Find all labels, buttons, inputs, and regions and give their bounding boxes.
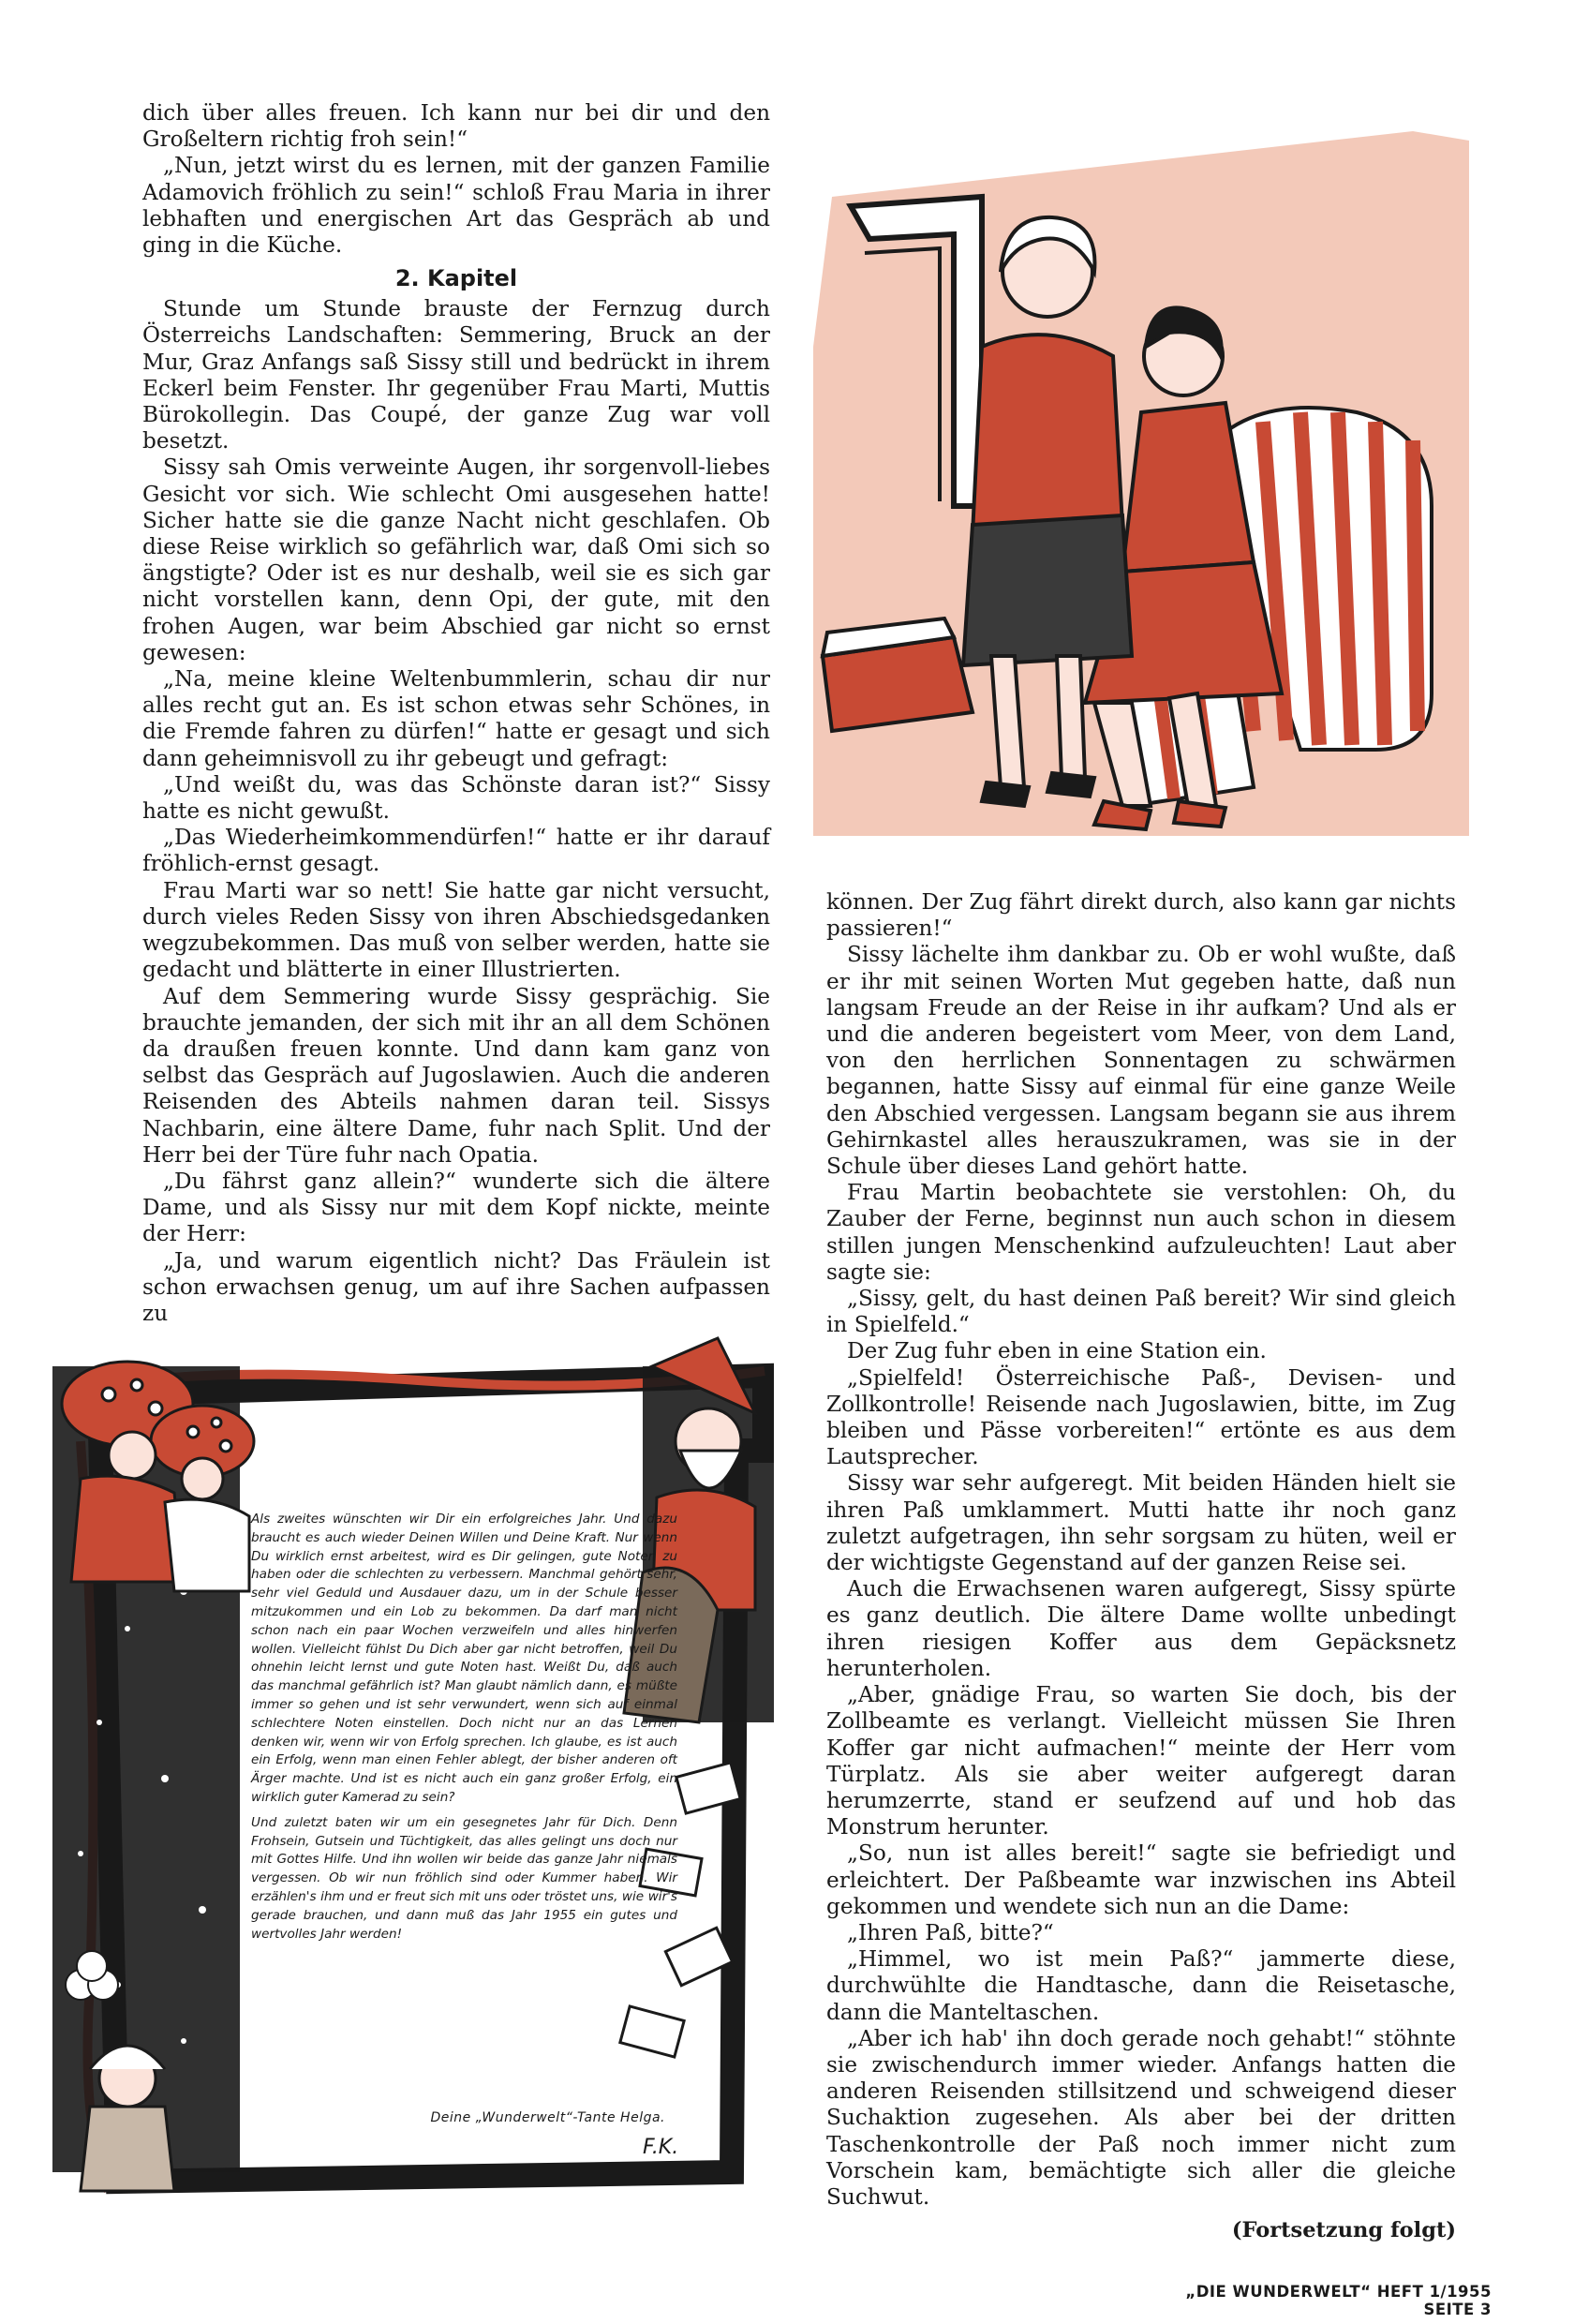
letter-paragraph: Und zuletzt baten wir um ein gesegnetes Jahr für Dich. Denn Frohsein, Gutsein und Tüchtigkeit, das alles gelingt uns doch nur mit Gottes Hilfe. Und ihn wollen wir beide das ganze Jahr niemals vergessen. Ob wir nun fröhlich sind oder Kummer haben. Wir erzählen's ihm und er freut sich mit uns oder tröstet uns, wie wir's gerade brauchen, und dann muß das Jahr 1955 ein gutes und wertvolles Jahr werden!	[251, 1814, 677, 1942]
paragraph: Auf dem Semmering wurde Sissy gesprächig. Sie brauchte jemanden, der sich mit ihr an all dem Schönen da draußen freuen konnte. Und dann kam ganz von selbst das Gespräch auf Jugoslawien. Auch die anderen Reisenden des Abteils nahmen daran teil. Sissys Nachbarin, eine ältere Dame, fuhr nach Split. Und der Herr bei der Türe fuhr nach Opatia.	[142, 983, 770, 1168]
paragraph: „Aber, gnädige Frau, so warten Sie doch, bis der Zollbeamte es verlangt. Vielleicht müssen Sie Ihren Koffer gar nicht aufmachen!“ meinte der Herr vom Türplatz. Als sie aber weiter aufgeregt daran herumzerrte, stand er seufzend auf und hob das Monstrum herunter.	[826, 1682, 1456, 1840]
paragraph: Frau Martin beobachtete sie verstohlen: Oh, du Zauber der Ferne, beginnst nun auch schon in diesem stillen jungen Menschenkind aufzuleuchten! Laut aber sagte sie:	[826, 1180, 1456, 1285]
paragraph: Sissy lächelte ihm dankbar zu. Ob er wohl wußte, daß er ihr mit seinen Worten Mut gegeben hatte, daß nun langsam Freude an der Reise in ihr aufkam? Und als er und die anderen begeistert vom Meer, von dem Land, von den herrlichen Sonnentagen zu schwärmen begannen, hatte Sissy auf einmal für eine ganze Weile den Abschied vergessen. Langsam begann sie aus ihrem Gehirnkastel alles herauszukramen, was sie in der Schule über dieses Land gehört hatte.	[826, 942, 1456, 1180]
paragraph: „So, nun ist alles bereit!“ sagte sie befriedigt und erleichtert. Der Paßbeamte war inzwischen ins Abteil gekommen und wendete sich nun an die Dame:	[826, 1840, 1456, 1919]
letter-paragraph: Als zweites wünschten wir Dir ein erfolgreiches Jahr. Und dazu braucht es auch wieder Deinen Willen und Deine Kraft. Nur wenn Du wirklich ernst arbeitest, wird es Dir gelingen, gute Noten zu haben oder die schlechten zu verbessern. Manchmal gehört sehr, sehr viel Geduld und Ausdauer dazu, um in der Schule besser mitzukommen und ein Lob zu bekommen. Da darf man nicht schon nach ein paar Wochen verzweifeln und alles hinwerfen wollen. Vielleicht fühlst Du Dich aber gar nicht betroffen, weil Du ohnehin leicht lernst und gute Noten hast. Weißt Du, daß auch das manchmal gefährlich ist? Man glaubt nämlich dann, es müßte immer so gehen und ist sehr verwundert, wenn sich auf einmal schlechtere Noten einstellen. Doch nicht nur an das Lernen denken wir, wenn wir von Erfolg sprechen. Ich glaube, es ist auch ein Erfolg, wenn man einen Fehler ablegt, der bisher anderen oft Ärger machte. Und ist es nicht auch ein ganz großer Erfolg, ein wirklich guter Kamerad zu sein?	[251, 1512, 677, 1805]
paragraph: Sissy war sehr aufgeregt. Mit beiden Händen hielt sie ihren Paß umklammert. Mutti hatte ihr noch ganz zuletzt aufgetragen, ihn sehr sorgsam zu hüten, weil er der wichtigste Gegenstand auf der ganzen Reise sei.	[826, 1470, 1456, 1576]
paragraph: Frau Marti war so nett! Sie hatte gar nicht versucht, durch vieles Reden Sissy von ihren Abschiedsgedanken wegzubekommen. Das muß von selber werden, hatte sie gedacht und blätterte in einer Illustrierten.	[142, 877, 770, 983]
paragraph: „Himmel, wo ist mein Paß?“ jammerte diese, durchwühlte die Handtasche, dann die Reisetasche, dann die Manteltaschen.	[826, 1946, 1456, 2025]
paragraph: „Ihren Paß, bitte?“	[847, 1919, 1054, 1945]
paragraph: „Ja, und warum eigentlich nicht? Das Fräulein ist schon erwachsen genug, um auf ihre Sachen aufpassen zu	[142, 1247, 770, 1326]
illustration-girl-in-armchair	[813, 131, 1469, 836]
letter-body	[251, 1511, 677, 1950]
paragraph: Sissy sah Omis verweinte Augen, ihr sorgenvoll-liebes Gesicht vor sich. Wie schlecht Omi ausgesehen hatte! Sicher hatte sie die ganze Nacht nicht geschlafen. Ob diese Reise wirklich so gefährlich war, daß Omi sich so ängstigte? Oder ist es nur deshalb, weil sie es sich gar nicht vorstellen kann, denn Opi, der gute, mit den frohen Augen, war beim Abschied gar nicht so ernst gewesen:	[142, 454, 770, 665]
right-column	[826, 889, 1456, 2242]
paragraph: Stunde um Stunde brauste der Fernzug durch Österreichs Landschaften: Semmering, Bruck an der Mur, Graz Anfangs saß Sissy still und bedrückt in ihrem Eckerl beim Fenster. Ihr gegenüber Frau Marti, Muttis Bürokollegin. Das Coupé, der ganze Zug war voll besetzt.	[142, 296, 770, 454]
paragraph: Auch die Erwachsenen waren aufgeregt, Sissy spürte es ganz deutlich. Die ältere Dame wollte unbedingt ihren riesigen Koffer aus dem Gepäcksnetz herunterholen.	[826, 1576, 1456, 1681]
chapter-title: 2. Kapitel	[394, 265, 518, 292]
paragraph: „Du fährst ganz allein?“ wunderte sich die ältere Dame, und als Sissy nur mit dem Kopf nickte, meinte der Herr:	[142, 1168, 770, 1247]
left-column	[142, 100, 770, 1327]
artist-mark: F.K.	[643, 2136, 679, 2159]
paragraph: „Das Wiederheimkommendürfen!“ hatte er ihr darauf fröhlich-ernst gesagt.	[142, 825, 770, 877]
paragraph: dich über alles freuen. Ich kann nur bei dir und den Großeltern richtig froh sein!“	[142, 100, 770, 153]
paragraph: „Nun, jetzt wirst du es lernen, mit der ganzen Familie Adamovich fröhlich zu sein!“ schloß Frau Maria in ihrer lebhaften und energischen Art das Gespräch ab und ging in die Küche.	[142, 153, 770, 259]
illustration-child	[81, 2046, 174, 2191]
page-footer: „DIE WUNDERWELT“ HEFT 1/1955 SEITE 3	[1185, 2283, 1492, 2318]
paragraph: „Sissy, gelt, du hast deinen Paß bereit? Wir sind gleich in Spielfeld.“	[826, 1286, 1456, 1338]
paragraph: „Spielfeld! Österreichische Paß-, Devisen- und Zollkontrolle! Reisende nach Jugoslawien, bitte, im Zug bleiben und Pässe vorbereiten!“ ertönte es aus dem Lautsprecher.	[826, 1364, 1456, 1470]
paragraph: „Und weißt du, was das Schönste daran ist?“ Sissy hatte es nicht gewußt.	[142, 771, 770, 825]
suitcase	[823, 618, 973, 731]
continuation-note: (Fortsetzung folgt)	[1231, 2218, 1456, 2243]
letter-signature: Deine „Wunderwelt“-Tante Helga.	[430, 2110, 665, 2125]
paragraph: Der Zug fuhr eben in eine Station ein.	[847, 1338, 1267, 1364]
paragraph: „Aber ich hab' ihn doch gerade noch gehabt!“ stöhnte sie zwischendurch immer wieder. Anfangs hatten die anderen Reisenden stillsitzend und schweigend dieser Suchaktion zugesehen. Als aber bei der dritten Taschenkontrolle der Paß noch immer nicht zum Vorschein kam, bemächtigte sich aller die gleiche Suchwut.	[826, 2025, 1456, 2210]
paragraph: können. Der Zug fährt direkt durch, also kann gar nichts passieren!“	[826, 889, 1456, 942]
paragraph: „Na, meine kleine Weltenbummlerin, schau dir nur alles recht gut an. Es ist schon etwas sehr Schönes, in die Fremde fahren zu dürfen!“ hatte er gesagt und sich dann geheimnisvoll zu ihr gebeugt und gefragt:	[142, 666, 770, 771]
